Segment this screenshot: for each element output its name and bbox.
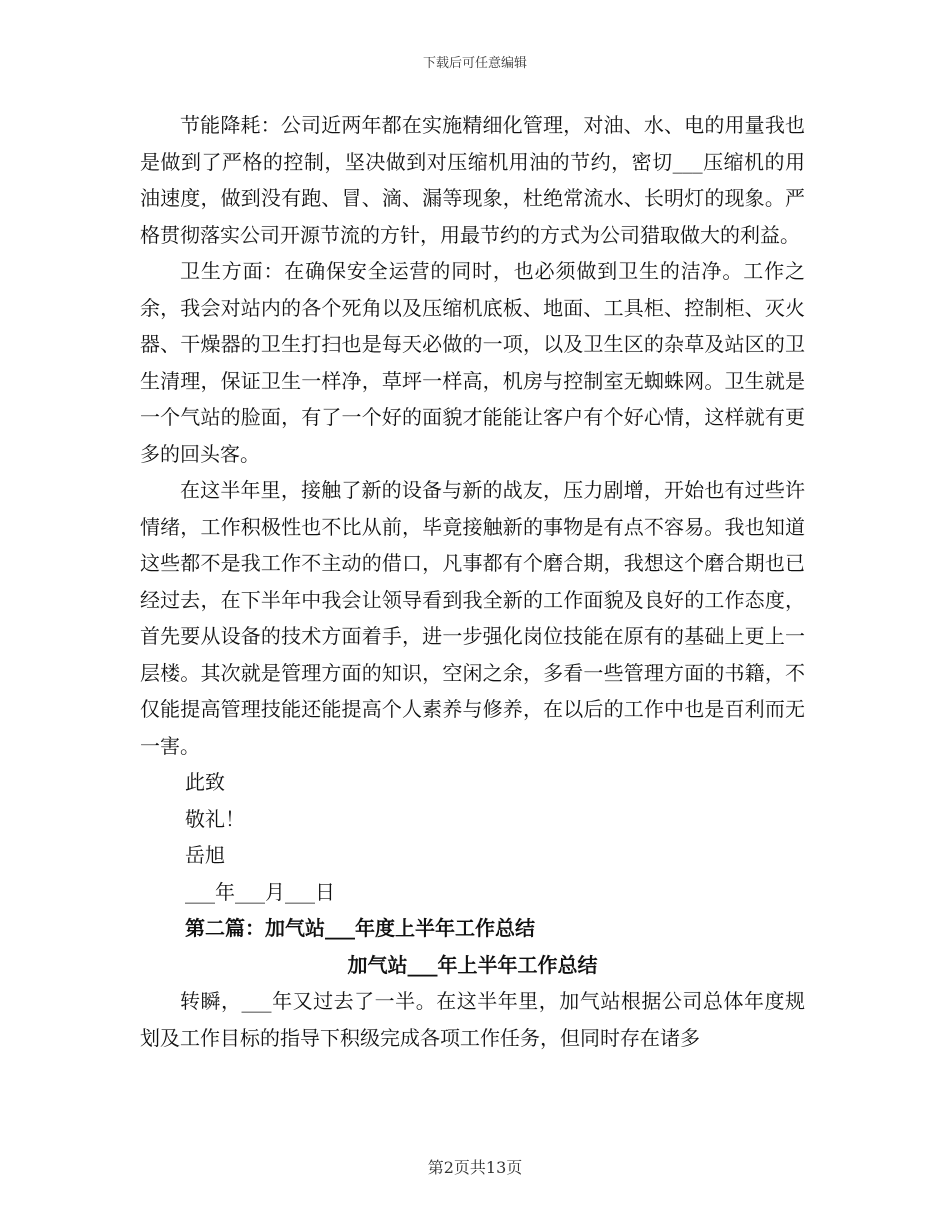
letter-salute: 敬礼！ bbox=[185, 806, 245, 831]
letter-signature: 岳旭 bbox=[185, 843, 225, 867]
paragraph-intro: 转瞬，___年又过去了一半。在这半年里，加气站根据公司总体年度规划及工作目标的指导下积级完成各项工作任务，但同时存在诸多 bbox=[140, 989, 805, 1050]
letter-closing: 此致 bbox=[185, 770, 225, 794]
page-header: 下载后可任意编辑 bbox=[422, 56, 527, 71]
paragraph-half-year: 在这半年里，接触了新的设备与新的战友，压力剧增，开始也有过些许情绪，工作积极性也不比从前，毕竟接触新的事物是有点不容易。我也知道这些都不是我工作不主动的借口，凡事都有个磨合期，我想这个磨合期也已经过去，在下半年中我会让领导看到我全新的工作面貌及良好的工作态度，首先要从设备的技术方面着手，进一步强化岗位技能在原有的基础上更上一层楼。其次就是管理方面的知识，空闲之余，多看一些管理方面的书籍，不仅能提高管理技能还能提高个人素养与修养，在以后的工作中也是百利而无一害。 bbox=[140, 478, 805, 758]
paragraph-energy-saving: 节能降耗：公司近两年都在实施精细化管理，对油、水、电的用量我也是做到了严格的控制，坚决做到对压缩机用油的节约，密切___压缩机的用油速度，做到没有跑、冒、滴、漏等现象，杜绝常流水、长明灯的现象。严格贯彻落实公司开源节流的方针，用最节约的方式为公司猎取做大的利益。 bbox=[140, 113, 805, 247]
document-body bbox=[140, 107, 805, 1056]
paragraph-hygiene: 卫生方面：在确保安全运营的同时，也必须做到卫生的洁净。工作之余，我会对站内的各个死角以及压缩机底板、地面、工具柜、控制柜、灭火器、干燥器的卫生打扫也是每天必做的一项，以及卫生区的杂草及站区的卫生清理，保证卫生一样净，草坪一样高，机房与控制室无蜘蛛网。卫生就是一个气站的脸面，有了一个好的面貌才能能让客户有个好心情，这样就有更多的回头客。 bbox=[140, 259, 805, 466]
document-title: 加气站___年上半年工作总结 bbox=[347, 952, 598, 977]
section-heading: 第二篇：加气站___年度上半年工作总结 bbox=[185, 916, 535, 940]
page-footer: 第2页共13页 bbox=[427, 1158, 523, 1177]
letter-date: ___年___月___日 bbox=[185, 879, 335, 904]
